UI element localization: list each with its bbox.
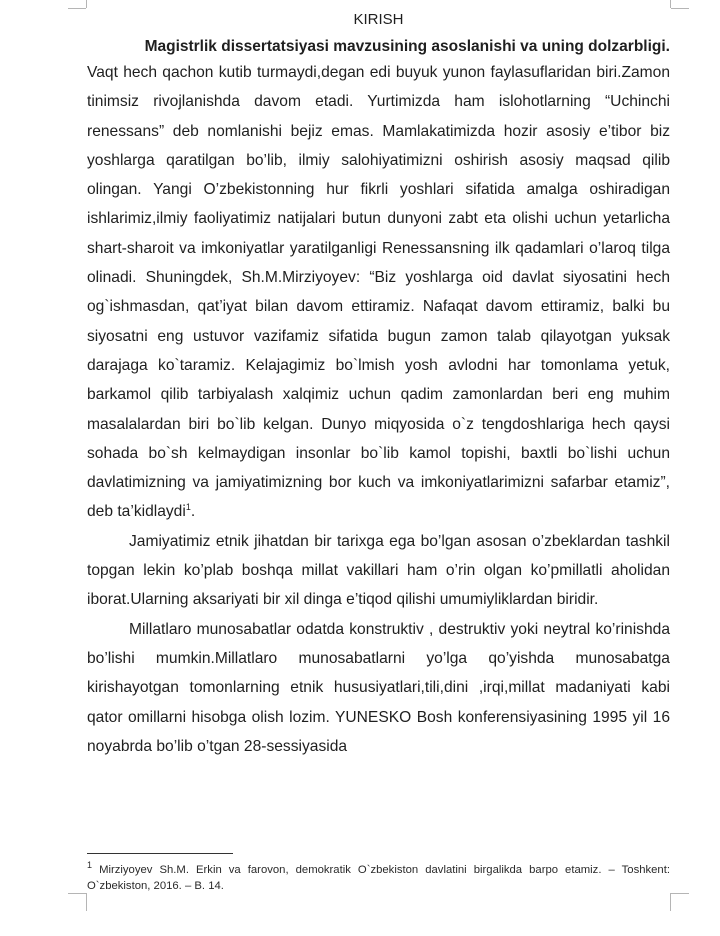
crop-mark-bottom-right-h xyxy=(671,893,689,894)
footnote-separator xyxy=(87,853,233,854)
crop-mark-bottom-left xyxy=(86,893,87,911)
paragraph-1 xyxy=(87,58,670,527)
footnote-reference[interactable]: 1 xyxy=(185,502,191,513)
document-page xyxy=(87,10,670,761)
section-subtitle: Magistrlik dissertatsiyasi mavzusining asoslanishi va uning dolzarbligi. xyxy=(144,38,670,55)
document-title: KIRISH xyxy=(353,11,404,28)
crop-mark-bottom-left-h xyxy=(68,893,86,894)
paragraph-1-end: . xyxy=(190,503,196,521)
crop-mark-top-right-h xyxy=(671,8,689,9)
paragraph-1-text: Vaqt hech qachon kutib turmaydi,degan edi buyuk yunon faylasuflaridan biri.Zamon tinimsiz rivojlanishda davom etadi. Yurtimizda ham islohotlarning “Uchinchi renessans” deb nomlanishi bejiz emas. Mamlakatimizda hozir asosiy e’tibor biz yoshlarga qaratilgan bo’lib, ilmiy salohiyatimizni oshirish asosiy maqsad qilib olingan. Yangi O’zbekistonning hur fikrli yoshlari sifatida amalga oshiradigan ishlarimiz,ilmiy faoliyatimiz natijalari butun dunyoni zabt eta olishi uchun yetarlicha shart-sharoit va imkoniyatlar yaratilganligi Renessansning ilk qadamlari o’laroq tilga olinadi. Shuningdek, Sh.M.Mirziyoyev: “Biz yoshlarga oid davlat siyosatini hech og`ishmasdan, qat’iyat bilan davom ettiramiz. Nafaqat davom ettiramiz, balki bu siyosatni eng ustuvor vazifamiz sifatida bugun zamon talab qilayotgan yuksak darajaga ko`taramiz. Kelajagimiz bo`lmish yosh avlodni har tomonlama yetuk, barkamol qilib tarbiyalash xalqimiz uchun qadim zamonlardan beri eng muhim masalalardan biri bo`lib kelgan. Dunyo miqyosida o`z tengdoshlariga hech qaysi sohada bo`sh kelmaydigan insonlar bo`lib kamol topishi, baxtli bo`lishi uchun davlatimizning va jamiyatimizning bor kuch va imkoniyatlarimizni safarbar etamiz”, deb ta’kidlaydi xyxy=(87,64,670,521)
crop-mark-top-left-h xyxy=(68,8,86,9)
footnote-marker: 1 xyxy=(87,860,93,871)
footnote-text: Mirziyoyev Sh.M. Erkin va farovon, demokratik O`zbekiston davlatini birgalikda barpo etamiz. – Toshkent: O`zbekiston, 2016. – B. 14. xyxy=(87,864,670,892)
paragraph-2: Jamiyatimiz etnik jihatdan bir tarixga ega bo’lgan asosan o’zbeklardan tashkil topgan lekin ko’plab boshqa millat vakillari ham o’rin olgan ko’pmillatli aholidan iborat.Ularning aksariyati bir xil dinga e’tiqod qilishi umumiyliklardan biridir. xyxy=(87,532,670,609)
crop-mark-bottom-right xyxy=(670,893,671,911)
paragraph-3: Millatlaro munosabatlar odatda konstruktiv , destruktiv yoki neytral ko’rinishda bo’lishi mumkin.Millatlaro munosabatlarni yo’lga qo’yishda munosabatga kirishayotgan tomonlarning etnik hususiyatlari,tili,dini ,irqi,millat madaniyati kabi qator omillarni hisobga olish lozim. YUNESKO Bosh konferensiyasining 1995 yil 16 noyabrda bo’lib o’tgan 28-sessiyasida xyxy=(87,620,670,755)
crop-mark-top-left xyxy=(86,0,87,8)
footnote xyxy=(87,862,670,894)
crop-mark-top-right xyxy=(670,0,671,8)
